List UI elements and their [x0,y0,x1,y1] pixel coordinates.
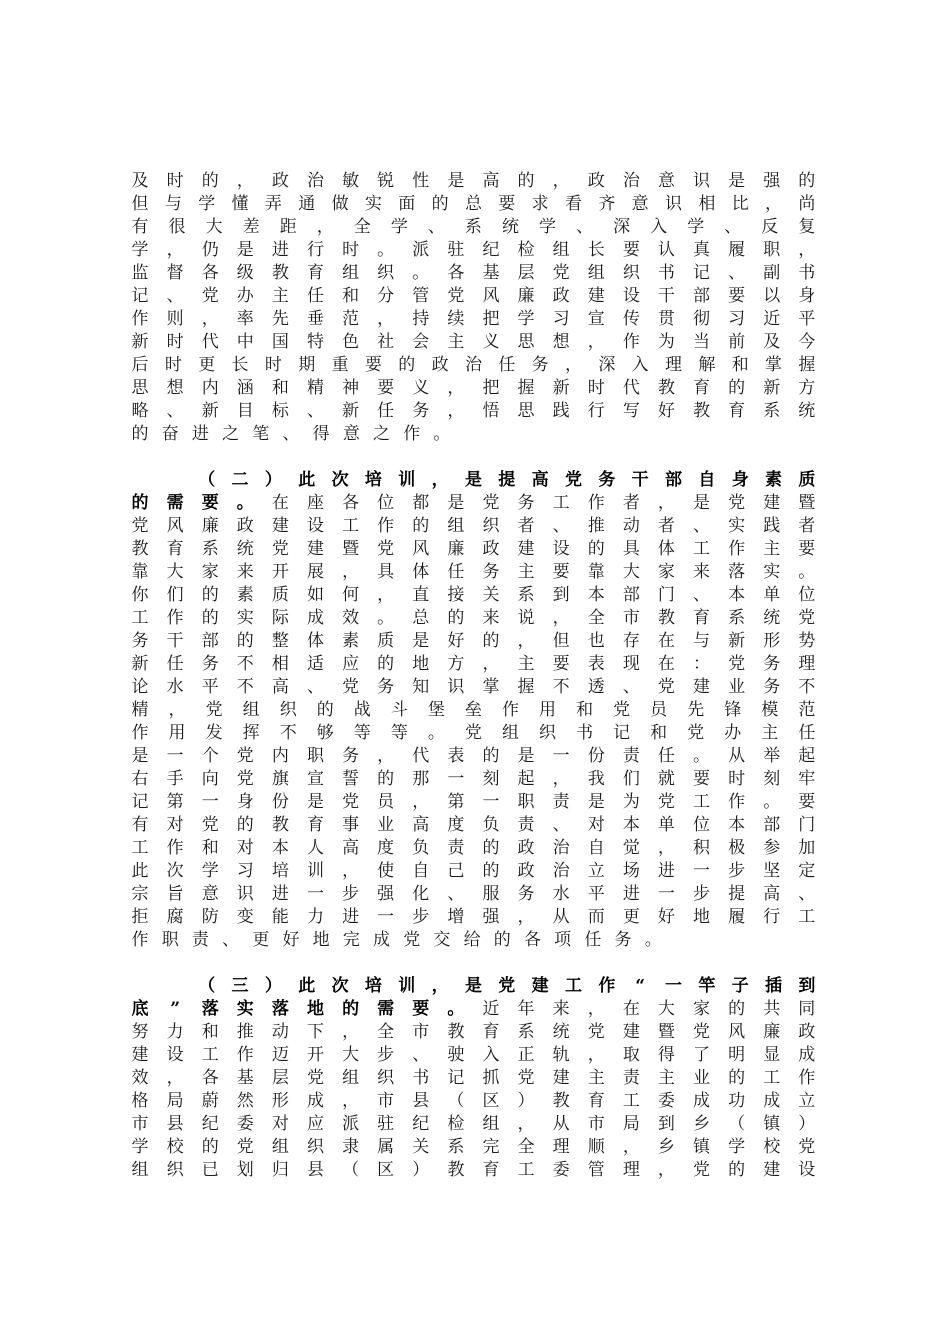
text-line: 监 督 各 级 教 育 组 织 。 各 基 层 党 组 织 书 记 、 副 书 [131,263,816,283]
text-line: 作 则 ， 率 先 垂 范 ， 持 续 把 学 习 宣 传 贯 彻 习 近 平 [131,309,816,329]
text-line: 工 作 的 实 际 成 效 。 总 的 来 说 ， 全 市 教 育 系 统 党 [131,608,816,628]
text-line: 党 风 廉 政 建 设 工 作 的 组 织 者 、 推 动 者 、 实 践 者 [131,516,816,536]
text-line: 靠 大 家 来 开 展 ， 具 体 任 务 主 要 靠 大 家 来 落 实 。 [131,562,816,582]
text-line: 思 想 内 涵 和 精 神 要 义 ， 把 握 新 时 代 教 育 的 新 方 [131,378,816,398]
paragraph-gap [131,446,816,469]
text-line: （ 三 ） 此 次 培 训 ， 是 党 建 工 作 “ 一 竿 子 插 到 [198,976,816,996]
text-line: 市 县 纪 委 对 应 派 驻 纪 检 组 ， 从 市 局 到 乡 （ 镇 ） [131,1114,816,1134]
text-line: 论 水 平 不 高 、 党 务 知 识 掌 握 不 透 、 党 建 业 务 不 [131,677,816,697]
text-line: 努 力 和 推 动 下 ， 全 市 教 育 系 统 党 建 暨 党 风 廉 政 [131,1022,816,1042]
text-line: 略 、 新 目 标 、 新 任 务 ， 悟 思 践 行 写 好 教 育 系 统 [131,401,816,421]
text-line: 有 对 党 的 教 育 事 业 高 度 负 责 、 对 本 单 位 本 部 门 [131,815,816,835]
text-line: 拒 腐 防 变 能 力 进 一 步 增 强 ， 从 而 更 好 地 履 行 工 [131,907,816,927]
text-line: 学 ， 仍 是 进 行 时 。 派 驻 纪 检 组 长 要 认 真 履 职 ， [131,240,816,260]
text-line: 精 ， 党 组 织 的 战 斗 堡 垒 作 用 和 党 员 先 锋 模 范 [131,700,816,720]
text-line: 建 设 工 作 迈 开 大 步 、 驶 入 正 轨 ， 取 得 了 明 显 成 [131,1045,816,1065]
text-line: 工 作 和 对 本 人 高 度 负 责 的 政 治 自 觉 ， 积 极 参 加 [131,838,816,858]
text-line: 但 与 学 懂 弄 通 做 实 面 的 总 要 求 看 齐 意 识 相 比 ， 尚 [131,194,816,214]
paragraph-gap [131,952,816,975]
para-continuation [131,170,816,446]
text-line: 的 需 要 。 在 座 各 位 都 是 党 务 工 作 者 ， 是 党 建 暨 [131,493,816,513]
text-line: 组 织 已 划 归 县 （ 区 ） 教 育 工 委 管 理 ， 党 的 建 设 [131,1160,816,1180]
text-line: 及 时 的 ， 政 治 敏 锐 性 是 高 的 ， 政 治 意 识 是 强 的 [131,171,816,191]
text-line: 右 手 向 党 旗 宣 誓 的 那 一 刻 起 ， 我 们 就 要 时 刻 牢 [131,769,816,789]
para-section-3 [131,975,816,1182]
text-line: 记 第 一 身 份 是 党 员 ， 第 一 职 责 是 为 党 工 作 。 要 [131,792,816,812]
text-line: 后 时 更 长 时 期 重 要 的 政 治 任 务 ， 深 入 理 解 和 掌 握 [131,355,816,375]
text-line: 格 局 蔚 然 形 成 ， 市 县 （ 区 ） 教 育 工 委 成 功 成 立 [131,1091,816,1111]
text-line: 学 校 的 党 组 织 隶 属 关 系 完 全 理 顺 ， 乡 镇 学 校 党 [131,1137,816,1157]
text-line: 底 ” 落 实 落 地 的 需 要 。 近 年 来 ， 在 大 家 的 共 同 [131,999,816,1019]
text-line: 你 们 的 素 质 如 何 ， 直 接 关 系 到 本 部 门 、 本 单 位 [131,585,816,605]
para-section-2 [131,469,816,952]
text-line: 效 ， 各 基 层 党 组 织 书 记 抓 党 建 主 责 主 业 的 工 作 [131,1068,816,1088]
text-line: 教 育 系 统 党 建 暨 党 风 廉 政 建 设 的 具 体 工 作 主 要 [131,539,816,559]
text-line: （ 二 ） 此 次 培 训 ， 是 提 高 党 务 干 部 自 身 素 质 [198,470,816,490]
text-line: 的 奋 进 之 笔 、 得 意 之 作 。 [131,424,451,444]
text-line: 此 次 学 习 培 训 ， 使 自 己 的 政 治 立 场 进 一 步 坚 定 [131,861,816,881]
text-line: 务 干 部 的 整 体 素 质 是 好 的 ， 但 也 存 在 与 新 形 势 [131,631,816,651]
text-line: 新 时 代 中 国 特 色 社 会 主 义 思 想 ， 作 为 当 前 及 今 [131,332,816,352]
text-line: 记 、 党 办 主 任 和 分 管 党 风 廉 政 建 设 干 部 要 以 身 [131,286,816,306]
document-body [131,170,816,1182]
text-line: 新 任 务 不 相 适 应 的 地 方 ， 主 要 表 现 在 ： 党 务 理 [131,654,816,674]
text-line: 有 很 大 差 距 ， 全 学 、 系 统 学 、 深 入 学 、 反 复 [131,217,816,237]
text-line: 作 职 责 、 更 好 地 完 成 党 交 给 的 各 项 任 务 。 [131,930,662,950]
text-line: 作 用 发 挥 不 够 等 等 。 党 组 织 书 记 和 党 办 主 任 [131,723,816,743]
text-line: 宗 旨 意 识 进 一 步 强 化 、 服 务 水 平 进 一 步 提 高 、 [131,884,816,904]
text-line: 是 一 个 党 内 职 务 ， 代 表 的 是 一 份 责 任 。 从 举 起 [131,746,816,766]
